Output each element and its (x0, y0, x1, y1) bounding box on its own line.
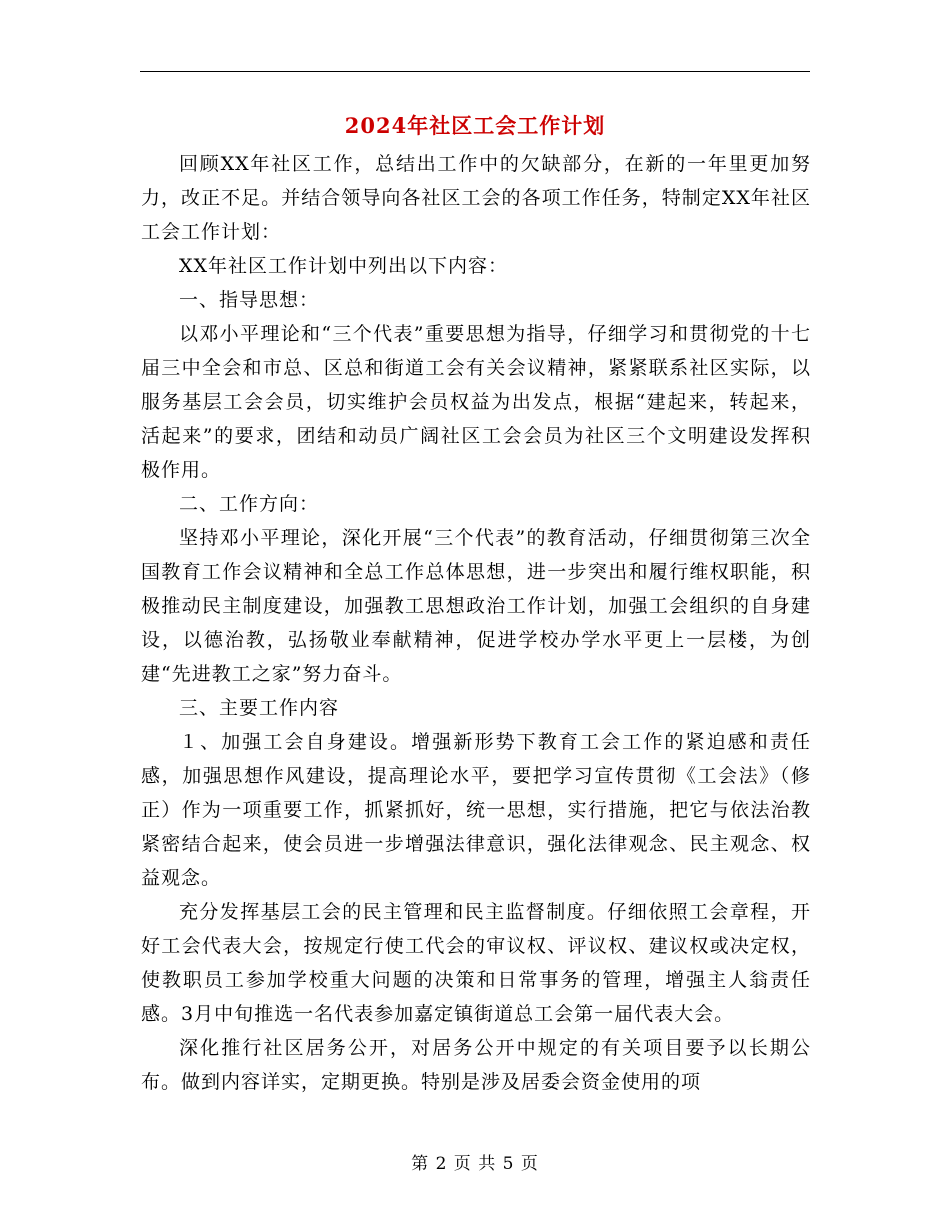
paragraph-affairs-disclosure: 深化推行社区居务公开，对居务公开中规定的有关项目要予以长期公布。做到内容详实，定期更换。特别是涉及居委会资金使用的项 (141, 1037, 811, 1093)
header-rule (140, 71, 810, 72)
heading-guiding-ideology: 一、指导思想： (179, 289, 320, 311)
paragraph-intro: 回顾XX年社区工作，总结出工作中的欠缺部分，在新的一年里更加努力，改正不足。并结合领导向各社区工会的各项工作任务，特制定XX年社区工会工作计划： (141, 153, 811, 243)
paragraph-plan-list: XX年社区工作计划中列出以下内容： (179, 255, 509, 277)
heading-work-direction: 二、工作方向： (179, 493, 320, 515)
paragraph-work-direction: 坚持邓小平理论，深化开展“三个代表”的教育活动，仔细贯彻第三次全国教育工作会议精神和全总工作总体思想，进一步突出和履行维权职能，积极推动民主制度建设，加强教工思想政治工作计划，加强工会组织的自身建设，以德治教，弘扬敬业奉献精神，促进学校办学水平更上一层楼，为创建“先进教工之家”努力奋斗。 (141, 527, 811, 685)
paragraph-guiding-ideology: 以邓小平理论和“三个代表”重要思想为指导，仔细学习和贯彻党的十七届三中全会和市总、区总和街道工会有关会议精神，紧紧联系社区实际，以服务基层工会会员，切实维护会员权益为出发点，根据“建起来，转起来，活起来”的要求，团结和动员广阔社区工会会员为社区三个文明建设发挥积极作用。 (141, 323, 811, 481)
paragraph-self-building: １、加强工会自身建设。增强新形势下教育工会工作的紧迫感和责任感，加强思想作风建设，提高理论水平，要把学习宣传贯彻《工会法》（修正）作为一项重要工作，抓紧抓好，统一思想，实行措施，把它与依法治教紧密结合起来，使会员进一步增强法律意识，强化法律观念、民主观念、权益观念。 (141, 731, 811, 889)
document-body (141, 147, 811, 1099)
paragraph-democratic-management: 充分发挥基层工会的民主管理和民主监督制度。仔细依照工会章程，开好工会代表大会，按规定行使工代会的审议权、评议权、建议权或决定权，使教职员工参加学校重大问题的决策和日常事务的管理，增强主人翁责任感。3月中旬推选一名代表参加嘉定镇街道总工会第一届代表大会。 (141, 901, 811, 1025)
document-title: 2024年社区工会工作计划 (344, 113, 606, 138)
page-number: 第 2 页 共 5 页 (411, 1154, 539, 1174)
heading-main-content: 三、主要工作内容 (179, 697, 340, 719)
